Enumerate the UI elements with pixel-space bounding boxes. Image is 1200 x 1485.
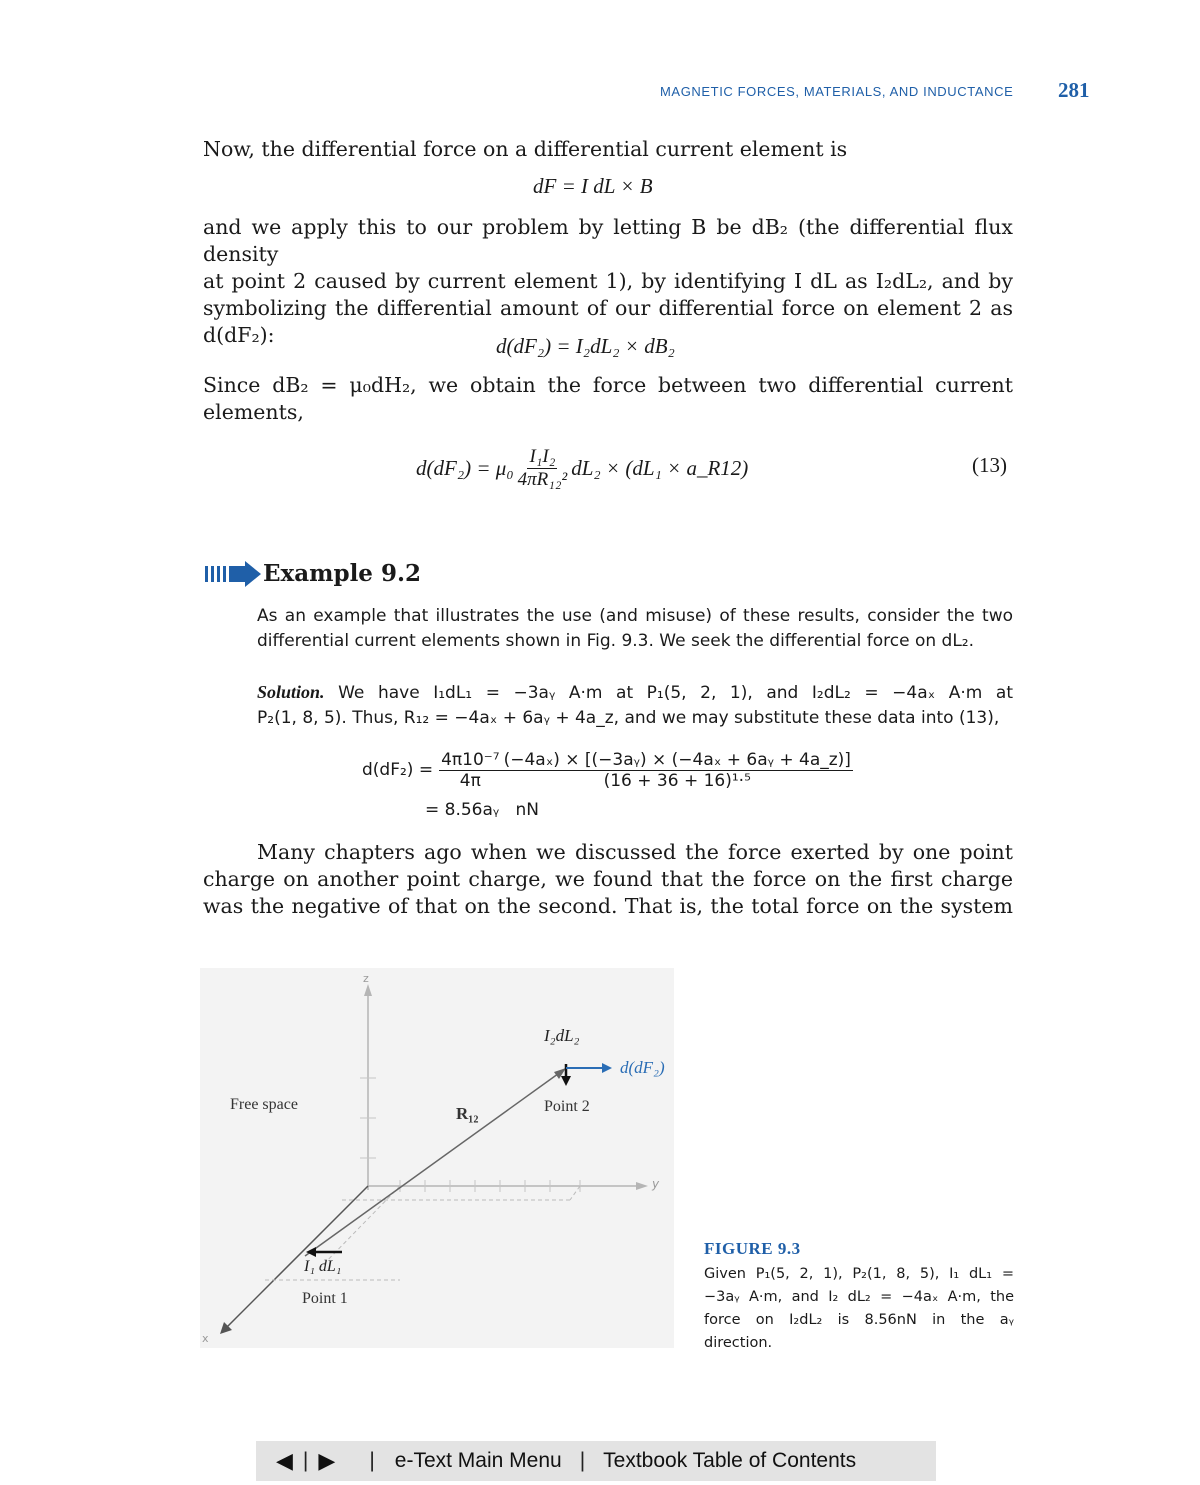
equation-13-lhs: d(dF₂) = μ₀	[416, 455, 514, 480]
label-point1: Point 1	[302, 1290, 348, 1307]
running-header: MAGNETIC FORCES, MATERIALS, AND INDUCTANCE	[660, 84, 1014, 99]
caption-line: force on I₂dL₂ is 8.56nN in the aᵧ	[704, 1312, 1014, 1328]
z-axis-arrow-icon	[364, 984, 372, 996]
r12-vector-line	[305, 1071, 562, 1256]
i2dl2-arrow-icon	[561, 1076, 571, 1086]
force-arrow-icon	[602, 1063, 612, 1073]
paragraph-line: elements,	[203, 400, 304, 424]
solution-eq-den-b: (16 + 36 + 16)¹·⁵	[603, 770, 751, 791]
paragraph-line: d(dF₂):	[203, 323, 275, 347]
label-free-space: Free space	[230, 1096, 298, 1113]
label-z: z	[363, 972, 369, 985]
equation-13-rhs: dL₂ × (dL₁ × a_R12)	[571, 455, 749, 480]
paragraph-line: was the negative of that on the second. That is, the total force on the system	[203, 894, 1013, 918]
solution-label: Solution.	[257, 682, 325, 702]
equation-13-denominator: 4πR₁₂²	[517, 468, 568, 490]
paragraph-line: at point 2 caused by current element 1), by identifying I dL as I₂dL₂, and by	[203, 269, 1013, 293]
equation-force-element: dF = I dL × B	[533, 174, 653, 198]
solution-eq-num-a: 4π10⁻⁷	[441, 749, 500, 770]
paragraph-line: charge on another point charge, we found that the force on the first charge	[203, 867, 1013, 891]
figure-caption-title: FIGURE 9.3	[704, 1239, 801, 1258]
figure-caption-text	[704, 1263, 1014, 1355]
table-of-contents-link[interactable]: Textbook Table of Contents	[603, 1449, 857, 1472]
y-axis-arrow-icon	[636, 1182, 648, 1190]
caption-line: Given P₁(5, 2, 1), P₂(1, 8, 5), I₁ dL₁ =	[704, 1266, 1014, 1282]
label-i1dl1: I₁ dL₁	[304, 1258, 342, 1275]
label-ddf2: d(dF₂)	[620, 1058, 665, 1077]
example-title: Example 9.2	[263, 560, 421, 587]
solution-line: P₂(1, 8, 5). Thus, R₁₂ = −4aₓ + 6aᵧ + 4a_z, and we may substitute these data into (13),	[257, 708, 1000, 728]
prev-page-icon[interactable]: ◀	[276, 1448, 293, 1473]
figure-diagram	[200, 968, 674, 1348]
nav-separator: |	[579, 1449, 586, 1472]
label-r12: R₁₂	[456, 1104, 479, 1123]
paragraph-many-chapters	[203, 839, 1013, 920]
paragraph-line: and we apply this to our problem by letting B be dB₂ (the differential flux density	[203, 215, 1013, 266]
solution-eq-fraction-a	[439, 750, 501, 791]
solution-eq-lhs: d(dF₂) =	[362, 760, 434, 780]
main-menu-link[interactable]: e-Text Main Menu	[394, 1449, 562, 1472]
label-point2: Point 2	[544, 1098, 590, 1115]
nav-separator: |	[302, 1449, 309, 1472]
equation-13-fraction	[518, 446, 568, 491]
label-i2dl2: I₂dL₂	[544, 1026, 580, 1045]
i1dl1-arrow-icon	[306, 1247, 316, 1257]
example-arrow-icon	[205, 561, 261, 587]
example-solution	[257, 680, 1013, 731]
navigation-bar	[256, 1441, 936, 1481]
solution-text: We have I₁dL₁ = −3aᵧ A·m at P₁(5, 2, 1), and I₂dL₂ = −4aₓ A·m at	[324, 683, 1013, 703]
paragraph-line: symbolizing the differential amount of our differential force on element 2 as	[203, 296, 1013, 320]
label-y: y	[652, 1177, 660, 1191]
figure-9-3	[200, 968, 674, 1348]
solution-eq-den-a: 4π	[459, 770, 481, 791]
next-page-icon[interactable]: ▶	[318, 1448, 336, 1473]
solution-result: = 8.56aᵧ nN	[425, 800, 539, 820]
solution-line	[257, 680, 1013, 706]
solution-eq-fraction-b	[502, 750, 853, 791]
paragraph-line: Many chapters ago when we discussed the force exerted by one point	[257, 840, 1013, 864]
example-line: differential current elements shown in Fig. 9.3. We seek the differential force on dL₂.	[257, 631, 975, 651]
label-x: x	[202, 1332, 209, 1345]
page-number: 281	[1058, 78, 1090, 102]
example-heading	[205, 560, 421, 587]
equation-differential-force: d(dF₂) = I₂dL₂ × dB₂	[496, 334, 675, 358]
solution-equation	[362, 742, 853, 798]
paragraph-since	[203, 372, 1013, 426]
solution-eq-num-b: (−4aₓ) × [(−3aᵧ) × (−4aₓ + 6aᵧ + 4a_z)]	[503, 749, 851, 770]
caption-line: direction.	[704, 1335, 773, 1351]
example-line: As an example that illustrates the use (and misuse) of these results, consider the two	[257, 606, 1013, 626]
caption-line: −3aᵧ A·m, and I₂ dL₂ = −4aₓ A·m, the	[704, 1289, 1014, 1305]
nav-separator: |	[369, 1449, 375, 1472]
paragraph-line: Since dB₂ = μ₀dH₂, we obtain the force between two differential current	[203, 373, 1013, 397]
equation-number: (13)	[972, 453, 1007, 477]
intro-sentence: Now, the differential force on a differential current element is	[203, 137, 848, 161]
paragraph-apply-problem	[203, 214, 1013, 349]
equation-13	[416, 440, 748, 496]
example-intro	[257, 604, 1013, 654]
equation-13-numerator: I₁I₂	[529, 445, 556, 467]
